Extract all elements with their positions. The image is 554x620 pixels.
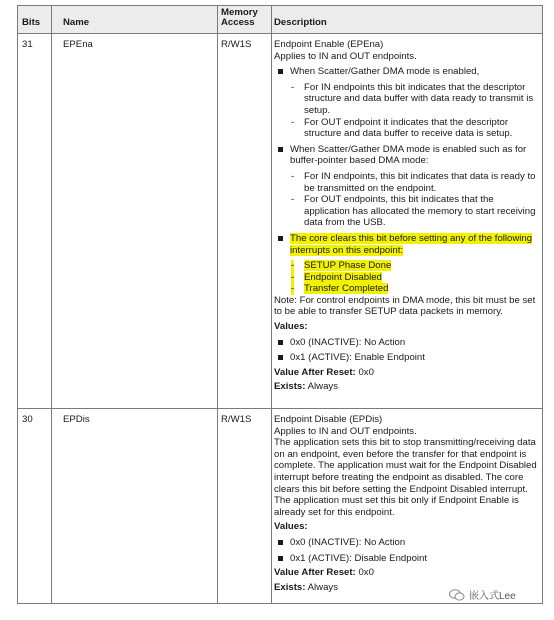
reset-value: Value After Reset: 0x0 (274, 366, 374, 378)
header-name: Name (63, 17, 90, 28)
field-title: Endpoint Enable (EPEna) (274, 39, 384, 50)
row-bits: 31 (22, 39, 33, 50)
row-access: R/W1S (221, 414, 252, 425)
dash-item-highlighted: - Endpoint Disabled (291, 271, 382, 283)
bullet-icon (278, 540, 283, 545)
body-text: The application sets this bit to stop transmitting/receiving data on an endpoint, even before the transfer for that endpoint is complete. The application must wait for the Endpoint Disabled interrupt before treating the endpoint as disabled. The core clears this bit before setting the Endpoint Disabled interrupt. The application must set this bit only if Endpoint Enable is already set for this endpoint. (274, 437, 537, 518)
header-description: Description (274, 17, 327, 28)
bullet-icon (278, 340, 283, 345)
column-divider (271, 6, 272, 603)
exists-value: Exists: Always (274, 381, 338, 393)
header-bits: Bits (22, 17, 41, 28)
applies-text: Applies to IN and OUT endpoints. (274, 50, 417, 62)
column-divider (51, 6, 52, 603)
row-description (274, 414, 542, 593)
bullet-icon (278, 556, 283, 561)
row-description (274, 39, 542, 393)
bullet-item: When Scatter/Gather DMA mode is enabled such as for buffer-pointer based DMA mode: (274, 144, 542, 167)
row-name: EPDis (63, 414, 90, 425)
note-text: Note: For control endpoints in DMA mode, this bit must be set to be able to transfer SETUP data packets in memory. (274, 294, 536, 318)
header-memory-access: Memory Access (221, 7, 258, 28)
bullet-icon (278, 147, 283, 152)
register-table (17, 5, 543, 604)
dash-item: - For IN endpoints, this bit indicates that data is ready to be transmitted on the endpoint. (291, 170, 536, 194)
value-item: 0x1 (ACTIVE): Enable Endpoint (274, 352, 542, 364)
dash-item: - For OUT endpoints, this bit indicates that the application has allocated the memory to start receiving data from the USB. (291, 194, 536, 229)
bullet-icon (278, 236, 283, 241)
row-bits: 30 (22, 414, 33, 425)
bullet-item-highlighted: The core clears this bit before setting any of the following interrupts on this endpoint: (274, 233, 542, 256)
dash-item-highlighted: - Transfer Completed (291, 283, 389, 295)
wechat-icon (449, 589, 465, 601)
dash-item-highlighted: - SETUP Phase Done (291, 260, 392, 272)
bullet-item: When Scatter/Gather DMA mode is enabled, (274, 66, 542, 78)
applies-text: Applies to IN and OUT endpoints. (274, 425, 417, 437)
dash-item: - For OUT endpoint it indicates that the descriptor structure and data buffer to receive data is setup. (291, 116, 513, 140)
row-name: EPEna (63, 39, 93, 50)
column-divider (217, 6, 218, 603)
watermark-text: 嵌入式Lee (469, 591, 516, 602)
bullet-icon (278, 355, 283, 360)
value-item: 0x1 (ACTIVE): Disable Endpoint (274, 553, 542, 565)
dash-item: - For IN endpoints this bit indicates that the descriptor structure and data buffer with data ready to transmit is setup. (291, 81, 534, 116)
row-divider (18, 408, 542, 409)
field-title: Endpoint Disable (EPDis) (274, 414, 383, 425)
reset-value: Value After Reset: 0x0 (274, 567, 374, 579)
exists-value: Exists: Always (274, 581, 338, 593)
bullet-icon (278, 69, 283, 74)
watermark (449, 587, 516, 602)
value-item: 0x0 (INACTIVE): No Action (274, 537, 542, 549)
values-label: Values: (274, 521, 308, 533)
value-item: 0x0 (INACTIVE): No Action (274, 337, 542, 349)
header-divider (18, 33, 542, 34)
values-label: Values: (274, 321, 308, 333)
row-access: R/W1S (221, 39, 252, 50)
